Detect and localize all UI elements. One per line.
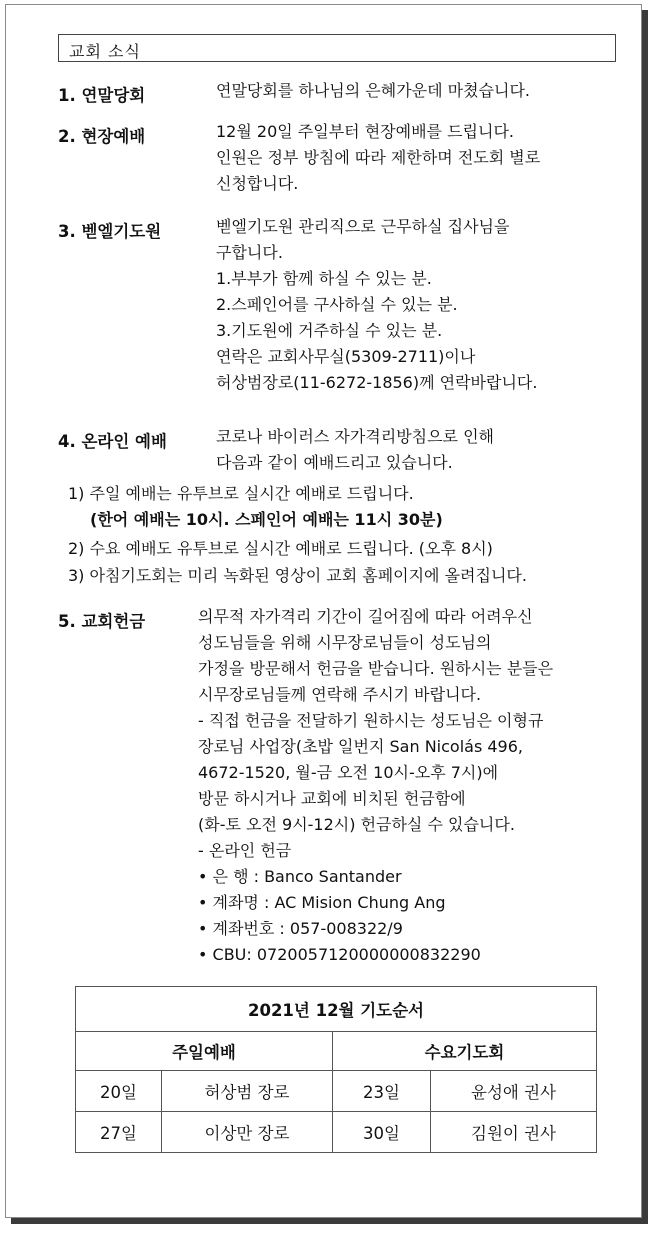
item-line: 1.부부가 함께 하실 수 있는 분. — [216, 269, 432, 288]
item-line: 인원은 정부 방침에 따라 제한하며 전도회 별로 — [216, 148, 541, 167]
item-title: 2. 현장예배 — [58, 127, 146, 146]
item-title: 3. 벧엘기도원 — [58, 222, 162, 241]
item-line: - 직접 헌금을 전달하기 원하시는 성도님은 이형규 — [198, 711, 544, 730]
sunday-date: 27일 — [76, 1112, 162, 1153]
column-header-wednesday: 수요기도회 — [333, 1032, 597, 1071]
bank-info-line: • 은 행 : Banco Santander — [198, 867, 402, 886]
item-title: 1. 연말당회 — [58, 86, 146, 105]
bank-info-line: • 계좌명 : AC Mision Chung Ang — [198, 893, 446, 912]
worship-note: 2) 수요 예배도 유투브로 실시간 예배로 드립니다. (오후 8시) — [68, 539, 493, 558]
item-line: 4672-1520, 월-금 오전 10시-오후 7시)에 — [198, 763, 499, 782]
worship-note: 3) 아침기도회는 미리 녹화된 영상이 교회 홈페이지에 올려집니다. — [68, 566, 527, 585]
wednesday-date: 23일 — [333, 1071, 431, 1112]
item-line: 3.기도원에 거주하실 수 있는 분. — [216, 321, 443, 340]
item-line: 장로님 사업장(초밥 일번지 San Nicolás 496, — [198, 737, 524, 756]
sunday-leader: 허상범 장로 — [162, 1071, 333, 1112]
item-line: 허상범장로(11-6272-1856)께 연락바랍니다. — [216, 373, 538, 392]
item-line: 구합니다. — [216, 243, 283, 262]
item-line: 다음과 같이 예배드리고 있습니다. — [216, 453, 453, 472]
item-line: - 온라인 헌금 — [198, 841, 292, 860]
item-line: 가정을 방문해서 헌금을 받습니다. 원하시는 분들은 — [198, 659, 554, 678]
worship-times-note: (한어 예배는 10시. 스페인어 예배는 11시 30분) — [90, 510, 443, 529]
item-title: 4. 온라인 예배 — [58, 432, 167, 451]
sunday-date: 20일 — [76, 1071, 162, 1112]
bank-info-line: • CBU: 0720057120000000832290 — [198, 945, 481, 964]
item-line: 성도님들을 위해 시무장로님들이 성도님의 — [198, 633, 492, 652]
item-line: 벧엘기도원 관리직으로 근무하실 집사님을 — [216, 217, 510, 236]
table-row — [76, 1112, 597, 1153]
item-line: 코로나 바이러스 자가격리방침으로 인해 — [216, 427, 495, 446]
item-line: 연말당회를 하나님의 은혜가운데 마쳤습니다. — [216, 81, 531, 100]
prayer-schedule-table — [75, 986, 597, 1153]
column-header-sunday: 주일예배 — [76, 1032, 333, 1071]
wednesday-leader: 김원이 권사 — [431, 1112, 597, 1153]
item-line: 2.스페인어를 구사하실 수 있는 분. — [216, 295, 458, 314]
item-line: 방문 하시거나 교회에 비치된 헌금함에 — [198, 789, 466, 808]
item-line: 의무적 자가격리 기간이 길어짐에 따라 어려우신 — [198, 607, 533, 626]
section-header: 교회 소식 — [58, 34, 616, 62]
bank-info-line: • 계좌번호 : 057-008322/9 — [198, 919, 403, 938]
wednesday-leader: 윤성애 권사 — [431, 1071, 597, 1112]
item-title: 5. 교회헌금 — [58, 612, 146, 631]
worship-note: 1) 주일 예배는 유투브로 실시간 예배로 드립니다. — [68, 484, 414, 503]
table-row — [76, 1071, 597, 1112]
item-line: 연락은 교회사무실(5309-2711)이나 — [216, 347, 476, 366]
item-line: 12월 20일 주일부터 현장예배를 드립니다. — [216, 122, 514, 141]
wednesday-date: 30일 — [333, 1112, 431, 1153]
sunday-leader: 이상만 장로 — [162, 1112, 333, 1153]
item-line: 신청합니다. — [216, 174, 299, 193]
item-line: 시무장로님들께 연락해 주시기 바랍니다. — [198, 685, 482, 704]
schedule-title: 2021년 12월 기도순서 — [76, 987, 597, 1032]
item-line: (화-토 오전 9시-12시) 헌금하실 수 있습니다. — [198, 815, 515, 834]
